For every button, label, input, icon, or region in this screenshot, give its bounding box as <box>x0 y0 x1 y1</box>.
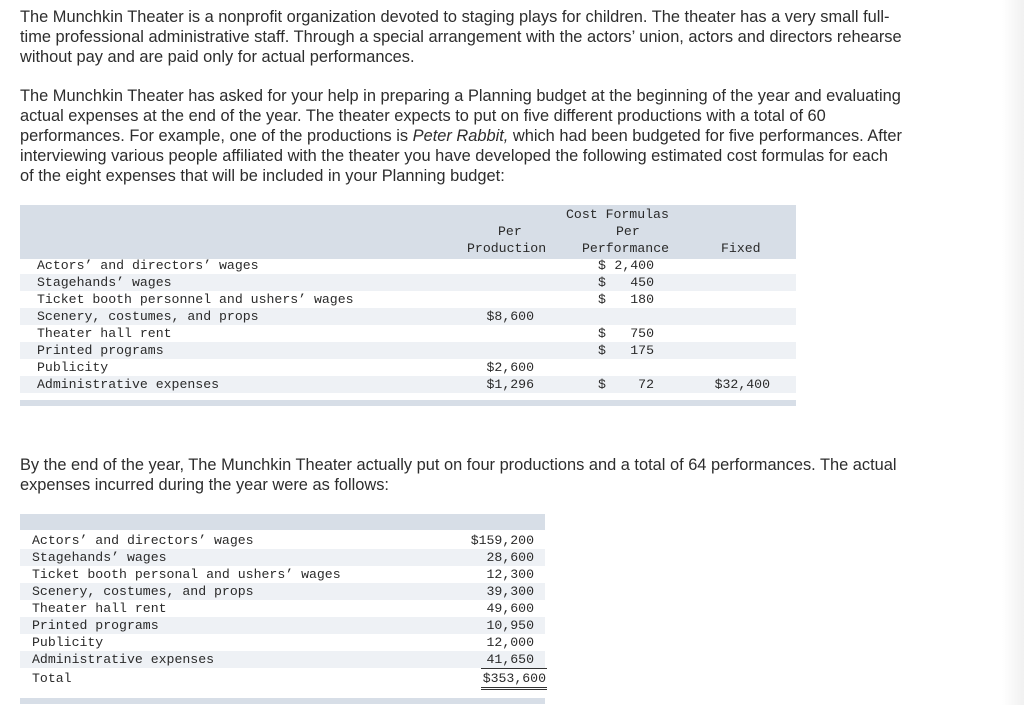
table-row <box>20 617 545 634</box>
table-row <box>20 634 545 651</box>
total-row <box>20 670 545 687</box>
row-label: Theater hall rent <box>32 601 167 616</box>
table-row <box>20 257 796 274</box>
table-row <box>20 566 545 583</box>
row-value: 12,300 <box>486 567 534 582</box>
header-fixed: Fixed <box>721 241 761 256</box>
row-label: Publicity <box>32 635 104 650</box>
row-label: Administrative expenses <box>37 377 220 392</box>
row-value: 28,600 <box>486 550 534 565</box>
per-performance-sign: $ <box>598 326 606 341</box>
actual-results-paragraph <box>20 455 995 495</box>
row-value: 41,650 <box>481 651 547 669</box>
page-edge-shadow <box>1002 0 1024 705</box>
total-value: $353,600 <box>481 670 547 690</box>
actual-expenses-table <box>20 514 545 704</box>
table-header-band <box>20 205 796 259</box>
text-line: which had been budgeted for five performances. After <box>508 127 902 145</box>
per-performance-value: 2,400 <box>614 258 654 273</box>
table-row <box>20 549 545 566</box>
play-title: Peter Rabbit, <box>412 127 509 145</box>
per-performance-value: 750 <box>630 326 654 341</box>
text-line: performances. For example, one of the productions is <box>20 127 413 145</box>
row-label: Printed programs <box>37 343 164 358</box>
table-row <box>20 651 545 668</box>
row-label: Scenery, costumes, and props <box>32 584 254 599</box>
row-label: Printed programs <box>32 618 159 633</box>
per-production-value: $8,600 <box>486 309 534 324</box>
row-label: Theater hall rent <box>37 326 172 341</box>
row-label: Scenery, costumes, and props <box>37 309 259 324</box>
per-performance-sign: $ <box>598 343 606 358</box>
row-label: Ticket booth personnel and ushers’ wages <box>37 292 354 307</box>
text-line: without pay and are paid only for actual performances. <box>20 48 415 66</box>
row-label: Stagehands’ wages <box>32 550 167 565</box>
per-production-value: $1,296 <box>486 377 534 392</box>
per-performance-sign: $ <box>598 377 606 392</box>
per-performance-sign: $ <box>598 258 606 273</box>
per-production-value: $2,600 <box>486 360 534 375</box>
intro-paragraph <box>20 7 995 67</box>
text-line: The Munchkin Theater has asked for your help in preparing a Planning budget at the beginning of the year and evaluating <box>20 87 901 105</box>
table-row <box>20 359 796 376</box>
text-line: of the eight expenses that will be included in your Planning budget: <box>20 167 505 185</box>
total-label: Total <box>32 671 72 686</box>
per-performance-value: 450 <box>630 275 654 290</box>
per-performance-value: 180 <box>630 292 654 307</box>
text-line: By the end of the year, The Munchkin Theater actually put on four productions and a total of 64 performances. The actual <box>20 456 897 474</box>
table-row <box>20 274 796 291</box>
text-line: actual expenses at the end of the year. The theater expects to put on five different productions with a total of 60 <box>20 107 826 125</box>
header-per-production-line2: Production <box>467 241 547 256</box>
row-value: $159,200 <box>470 533 534 548</box>
row-label: Publicity <box>37 360 109 375</box>
table-row <box>20 325 796 342</box>
per-performance-value: 175 <box>630 343 654 358</box>
table-bottom-band <box>20 698 545 704</box>
header-per-performance-line1: Per <box>616 224 640 239</box>
table-row <box>20 308 796 325</box>
row-label: Stagehands’ wages <box>37 275 172 290</box>
row-value: 49,600 <box>486 601 534 616</box>
table-row <box>20 583 545 600</box>
header-per-production-line1: Per <box>498 224 522 239</box>
row-label: Administrative expenses <box>32 652 215 667</box>
table-bottom-band <box>20 400 796 406</box>
text-line: time professional administrative staff. Through a special arrangement with the actors’ union, actors and directors rehearse <box>20 28 902 46</box>
per-performance-sign: $ <box>598 292 606 307</box>
row-value: 39,300 <box>486 584 534 599</box>
per-performance-sign: $ <box>598 275 606 290</box>
table-row <box>20 342 796 359</box>
fixed-value: $32,400 <box>714 377 770 392</box>
table-row <box>20 600 545 617</box>
planning-paragraph <box>20 86 995 186</box>
row-label: Ticket booth personal and ushers’ wages <box>32 567 341 582</box>
row-value: 10,950 <box>486 618 534 633</box>
row-label: Actors’ and directors’ wages <box>37 258 259 273</box>
per-performance-value: 72 <box>638 377 654 392</box>
cost-formulas-table <box>20 205 796 406</box>
header-per-performance-line2: Performance <box>582 241 670 256</box>
table-row <box>20 376 796 393</box>
table-row <box>20 291 796 308</box>
text-line: expenses incurred during the year were as follows: <box>20 476 389 494</box>
text-line: interviewing various people affiliated with the theater you have developed the following estimated cost formulas for each <box>20 147 888 165</box>
text-line: The Munchkin Theater is a nonprofit organization devoted to staging plays for children. The theater has a very small full- <box>20 8 890 26</box>
header-cost-formulas: Cost Formulas <box>566 207 669 222</box>
table-header-band <box>20 514 545 530</box>
row-label: Actors’ and directors’ wages <box>32 533 254 548</box>
table-row <box>20 532 545 549</box>
row-value: 12,000 <box>486 635 534 650</box>
